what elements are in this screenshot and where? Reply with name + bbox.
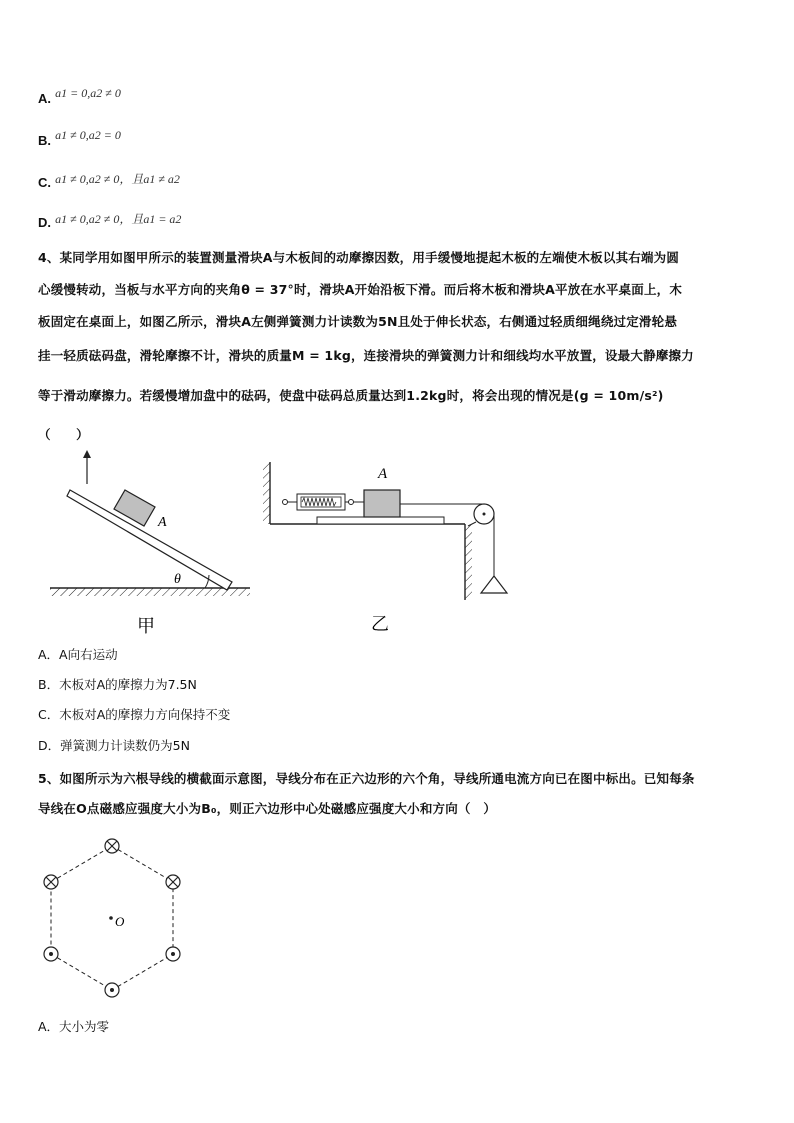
- q3-option-d: [38, 214, 181, 233]
- q5-option-a: A．大小为零: [38, 1019, 110, 1034]
- option-label: B.: [38, 133, 51, 148]
- figure-yi-caption: 乙: [371, 614, 389, 635]
- option-math: a1 ≠ 0,a2 = 0: [55, 128, 121, 142]
- center-point: [109, 916, 113, 920]
- wire-into-page-icon: [44, 875, 58, 889]
- option-label: C.: [38, 175, 51, 190]
- q5-line-2: 导线在O点磁感应强度大小为B₀，则正六边形中心处磁感应强度大小和方向（ ）: [38, 801, 497, 816]
- figure-yi: [263, 462, 507, 635]
- figure-jia-caption: 甲: [137, 616, 155, 637]
- wire-into-page-icon: [166, 875, 180, 889]
- spring-scale: [283, 494, 365, 510]
- q4-line-1: 4、某同学用如图甲所示的装置测量滑块A与木板间的动摩擦因数，用手缓慢地提起木板的左端使木板以其右端为圆: [38, 250, 680, 265]
- q4-line-2: 心缓慢转动，当板与水平方向的夹角θ = 37°时，滑块A开始沿板下滑。而后将木板和滑块A平放在水平桌面上，木: [38, 282, 683, 297]
- option-label: A.: [38, 91, 51, 106]
- option-math: a1 ≠ 0,a2 ≠ 0: [55, 172, 120, 186]
- q4-line-5: 等于滑动摩擦力。若缓慢增加盘中的砝码，使盘中砝码总质量达到1.2kg时，将会出现的情况是(g = 10m/s²): [38, 388, 664, 403]
- q3-option-a: [38, 86, 121, 109]
- weight-pan: [481, 576, 507, 593]
- q4-option-b: B．木板对A的摩擦力为7.5N: [38, 677, 197, 692]
- block-a-table: [364, 490, 400, 517]
- option-math: a1 ≠ 0,a2 ≠ 0: [55, 212, 120, 226]
- q4-option-c: C．木板对A的摩擦力方向保持不变: [38, 707, 231, 722]
- wire-into-page-icon: [105, 839, 119, 853]
- pulley: [468, 504, 494, 526]
- option-label: D.: [38, 215, 51, 230]
- q5-line-1: 5、如图所示为六根导线的横截面示意图，导线分布在正六边形的六个角，导线所通电流方向已在图中标出。已知每条: [38, 771, 695, 786]
- option-tail: ，且a1 = a2: [119, 212, 182, 226]
- q3-option-c: [38, 174, 180, 193]
- arrow-up-icon: [83, 450, 91, 484]
- q4-option-a: A．A向右运动: [38, 647, 118, 662]
- option-math: a1 = 0,a2 ≠ 0: [55, 86, 121, 100]
- q4-line-4: 挂一轻质砝码盘，滑轮摩擦不计，滑块的质量M = 1kg，连接滑块的弹簧测力计和细线均水平放置，设最大静摩擦力: [38, 348, 694, 363]
- wire-out-of-page-icon: [105, 983, 119, 997]
- q3-option-b: [38, 128, 121, 151]
- q4-figures: [0, 444, 794, 644]
- wire-out-of-page-icon: [44, 947, 58, 961]
- option-tail: ，且a1 ≠ a2: [119, 172, 180, 186]
- figure-jia: [50, 450, 250, 637]
- q4-line-3: 板固定在桌面上，如图乙所示，滑块A左侧弹簧测力计读数为5N且处于伸长状态，右侧通过轻质细绳绕过定滑轮悬: [38, 314, 678, 329]
- q4-option-d: D．弹簧测力计读数仍为5N: [38, 738, 190, 753]
- figure-a-label: A: [378, 466, 388, 482]
- theta-label: θ: [174, 572, 181, 587]
- figure-a-label: A: [158, 515, 167, 530]
- q4-answer-blank: （ ）: [38, 427, 89, 442]
- wire-out-of-page-icon: [166, 947, 180, 961]
- hexagon-figure: [35, 834, 195, 1004]
- center-label: O: [115, 914, 125, 929]
